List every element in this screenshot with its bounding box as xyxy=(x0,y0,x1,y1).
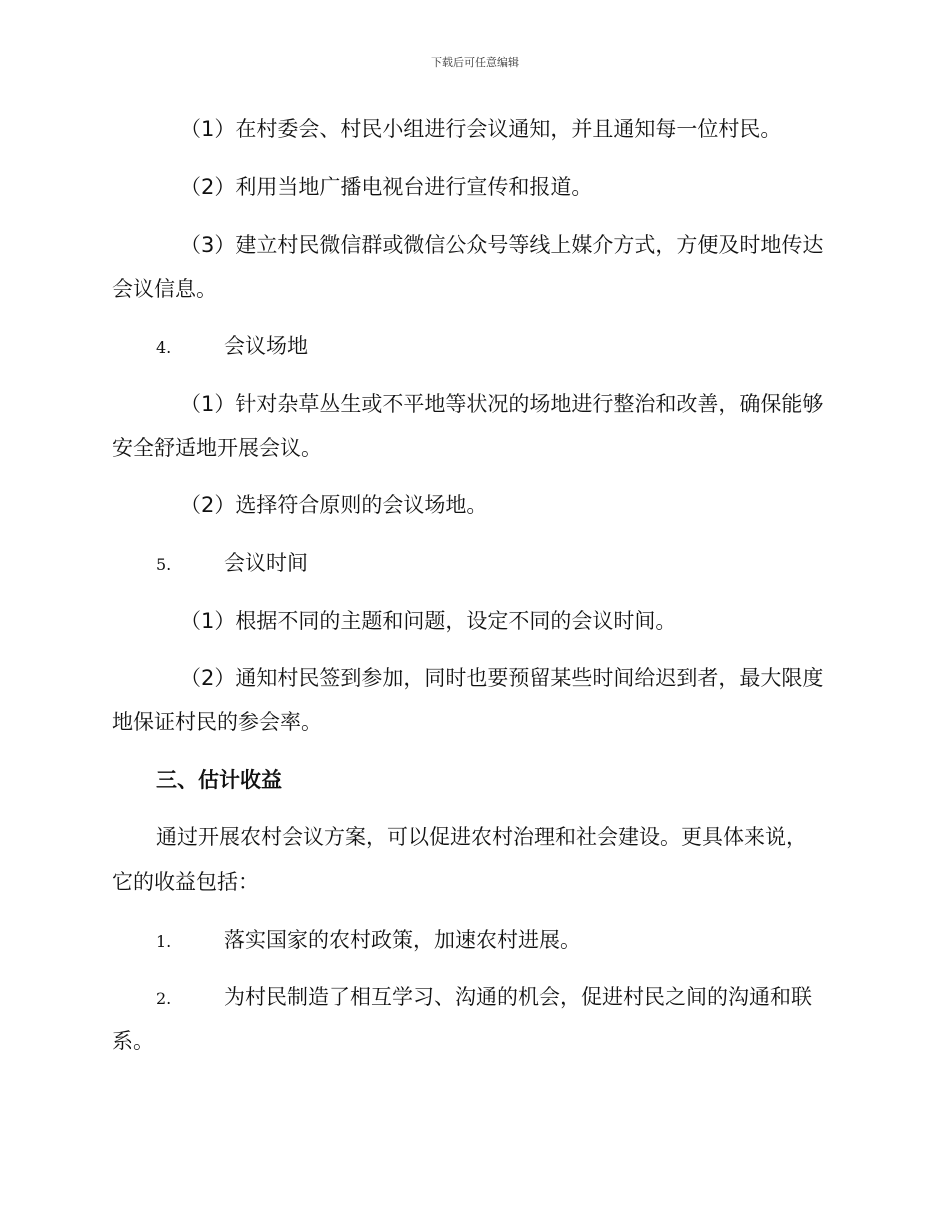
list-item-time-1: （1）根据不同的主题和问题，设定不同的会议时间。 xyxy=(180,609,677,633)
item-text: 为村民制造了相互学习、沟通的机会，促进村民之间的沟通和联 xyxy=(224,985,812,1009)
list-item-1: （1）在村委会、村民小组进行会议通知，并且通知每一位村民。 xyxy=(180,117,782,141)
item-number: 1. xyxy=(156,932,172,951)
item-number: 2. xyxy=(156,989,172,1008)
list-item-3: （3）建立村民微信群或微信公众号等线上媒介方式，方便及时地传达 xyxy=(180,233,824,257)
section-title: 会议场地 xyxy=(224,334,308,358)
paragraph: 通过开展农村会议方案，可以促进农村治理和社会建设。更具体来说， xyxy=(156,825,807,849)
list-item-venue-1-continued: 安全舒适地开展会议。 xyxy=(112,436,322,460)
list-item-venue-2: （2）选择符合原则的会议场地。 xyxy=(180,493,488,517)
paragraph-continued: 它的收益包括： xyxy=(112,870,259,894)
section-number: 5. xyxy=(156,555,172,574)
item-text: 落实国家的农村政策，加速农村进展。 xyxy=(224,928,581,952)
section-number: 4. xyxy=(156,338,172,357)
list-item-time-2-continued: 地保证村民的参会率。 xyxy=(112,710,322,734)
section-title: 会议时间 xyxy=(224,551,308,575)
list-item-3-continued: 会议信息。 xyxy=(112,277,217,301)
chapter-title: 三、估计收益 xyxy=(156,768,282,792)
page-header: 下载后可任意编辑 xyxy=(431,56,519,69)
list-item-time-2: （2）通知村民签到参加，同时也要预留某些时间给迟到者，最大限度 xyxy=(180,666,824,690)
list-item-venue-1: （1）针对杂草丛生或不平地等状况的场地进行整治和改善，确保能够 xyxy=(180,392,824,416)
list-item-2: （2）利用当地广播电视台进行宣传和报道。 xyxy=(180,175,593,199)
item-text-continued: 系。 xyxy=(112,1029,154,1053)
